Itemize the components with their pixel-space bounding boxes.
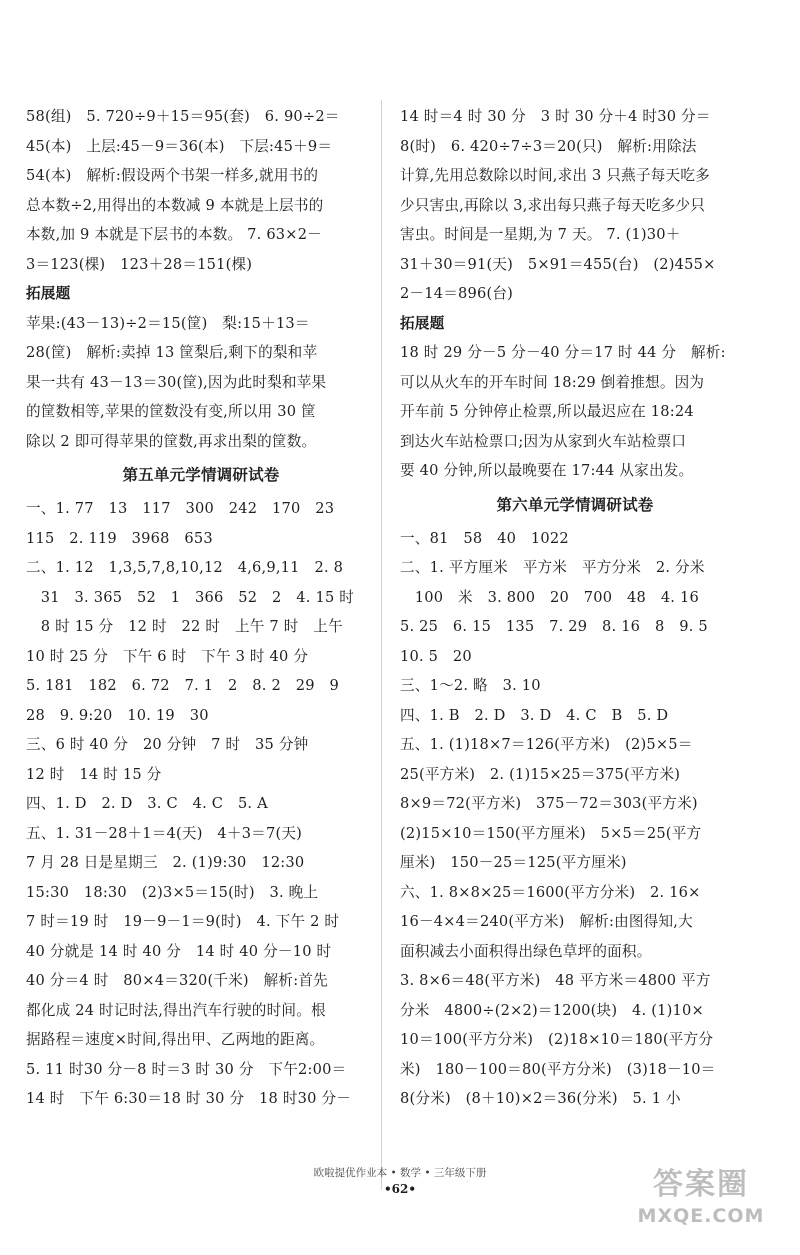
answer-line: 二、1. 平方厘米 平方米 平方分米 2. 分米: [400, 559, 705, 576]
answer-line: 都化成 24 时记时法,得出汽车行驶的时间。根: [26, 1001, 326, 1019]
answer-line: 31 3. 365 52 1 366 52 2 4. 15 时: [26, 588, 355, 606]
answer-line: 2－14＝896(台): [400, 285, 514, 302]
answer-line: 开车前 5 分钟停止检票,所以最迟应在 18:24: [400, 403, 694, 420]
page-number: •62•: [383, 1182, 417, 1196]
answer-line: 要 40 分钟,所以最晚要在 17:44 从家出发。: [400, 462, 694, 479]
answer-line: 六、1. 8×8×25＝1600(平方分米) 2. 16×: [400, 883, 701, 901]
answer-line: 8(分米) (8＋10)×2＝36(分米) 5. 1 小: [400, 1090, 681, 1107]
answer-line: 的筐数相等,苹果的筐数没有变,所以用 30 筐: [26, 403, 316, 420]
answer-line: 可以从火车的开车时间 18:29 倒着推想。因为: [400, 373, 705, 391]
answer-line: 28 9. 9:20 10. 19 30: [26, 706, 209, 724]
answer-line: 五、1. 31－28＋1＝4(天) 4＋3＝7(天): [26, 824, 303, 842]
answer-line: 3＝123(棵) 123＋28＝151(棵): [26, 255, 253, 273]
answer-line: 厘米) 150－25＝125(平方厘米): [400, 854, 627, 871]
answer-line: 五、1. (1)18×7＝126(平方米) (2)5×5＝: [400, 736, 693, 753]
answer-line: 54(本) 解析:假设两个书架一样多,就用书的: [26, 167, 319, 184]
answer-line: 18 时 29 分－5 分－40 分＝17 时 44 分 解析:: [400, 344, 726, 361]
answer-line: 据路程＝速度×时间,得出甲、乙两地的距离。: [26, 1031, 325, 1048]
answer-line: 10＝100(平方分米) (2)18×10＝180(平方分: [400, 1031, 714, 1048]
answer-line: 40 分＝4 时 80×4＝320(千米) 解析:首先: [26, 972, 328, 989]
answer-line: 三、1～2. 略 3. 10: [400, 677, 541, 694]
answer-line: 45(本) 上层:45－9＝36(本) 下层:45＋9＝: [26, 137, 333, 155]
answer-line: 7 月 28 日是星期三 2. (1)9:30 12:30: [26, 854, 305, 871]
answer-line: 28(筐) 解析:卖掉 13 筐梨后,剩下的梨和苹: [26, 344, 318, 361]
extension-heading: 拓展题: [400, 314, 445, 332]
column-divider: [381, 100, 382, 1190]
answer-line: 一、1. 77 13 117 300 242 170 23: [26, 500, 335, 517]
answer-line: 3. 8×6＝48(平方米) 48 平方米＝4800 平方: [400, 972, 711, 989]
answer-line: 果一共有 43－13＝30(筐),因为此时梨和苹果: [26, 373, 327, 391]
answer-line: 米) 180－100＝80(平方分米) (3)18－10＝: [400, 1060, 716, 1078]
watermark-logo-text: 答案圈: [653, 1167, 749, 1202]
book-series-label: 欧啦提优作业本 • 数学 • 三年级下册: [313, 1167, 487, 1179]
answer-line: 12 时 14 时 15 分: [26, 765, 162, 783]
answer-line: 除以 2 即可得苹果的筐数,再求出梨的筐数。: [26, 432, 317, 450]
answer-line: 16－4×4＝240(平方米) 解析:由图得知,大: [400, 913, 693, 930]
answer-line: 7 时＝19 时 19－9－1＝9(时) 4. 下午 2 时: [26, 913, 340, 930]
answer-line: 二、1. 12 1,3,5,7,8,10,12 4,6,9,11 2. 8: [26, 559, 344, 576]
answer-line: 总本数÷2,用得出的本数减 9 本就是上层书的: [26, 196, 324, 214]
answer-line: 8 时 15 分 12 时 22 时 上午 7 时 上午: [26, 618, 343, 635]
watermark-domain: MXQE.COM: [637, 1205, 765, 1227]
unit5-title: 第五单元学情调研试卷: [122, 465, 280, 484]
answer-line: 14 时 下午 6:30＝18 时 30 分 18 时30 分－: [26, 1090, 352, 1107]
answer-line: 25(平方米) 2. (1)15×25＝375(平方米): [400, 765, 681, 783]
answer-line: 5. 25 6. 15 135 7. 29 8. 16 8 9. 5: [400, 618, 708, 635]
answer-line: 到达火车站检票口;因为从家到火车站检票口: [400, 432, 687, 450]
answer-line: 害虫。时间是一星期,为 7 天。 7. (1)30＋: [400, 226, 681, 243]
answer-line: 40 分就是 14 时 40 分 14 时 40 分－10 时: [26, 942, 332, 960]
answer-line: 分米 4800÷(2×2)＝1200(块) 4. (1)10×: [400, 1001, 704, 1019]
answer-line: 8(时) 6. 420÷7÷3＝20(只) 解析:用除法: [400, 137, 697, 155]
answer-line: 100 米 3. 800 20 700 48 4. 16: [400, 588, 699, 606]
answer-line: 14 时＝4 时 30 分 3 时 30 分＋4 时30 分＝: [400, 108, 711, 125]
answer-line: 58(组) 5. 720÷9＋15＝95(套) 6. 90÷2＝: [26, 108, 340, 125]
answer-line: (2)15×10＝150(平方厘米) 5×5＝25(平方: [400, 824, 702, 842]
answer-line: 10. 5 20: [400, 647, 472, 665]
answer-line: 5. 181 182 6. 72 7. 1 2 8. 2 29 9: [26, 677, 339, 694]
answer-line: 5. 11 时30 分－8 时＝3 时 30 分 下午2:00＝: [26, 1060, 347, 1078]
answer-line: 15:30 18:30 (2)3×5＝15(时) 3. 晚上: [26, 883, 319, 901]
unit6-title: 第六单元学情调研试卷: [496, 494, 654, 514]
answer-line: 四、1. B 2. D 3. D 4. C B 5. D: [400, 706, 669, 724]
site-watermark: [616, 1167, 786, 1237]
answer-line: 10 时 25 分 下午 6 时 下午 3 时 40 分: [26, 647, 309, 665]
answer-line: 一、81 58 40 1022: [400, 529, 569, 547]
answer-line: 三、6 时 40 分 20 分钟 7 时 35 分钟: [26, 736, 309, 753]
left-column: [26, 102, 376, 1114]
answer-line: 31＋30＝91(天) 5×91＝455(台) (2)455×: [400, 255, 716, 273]
answer-line: 少只害虫,再除以 3,求出每只燕子每天吃多少只: [400, 196, 706, 214]
answer-line: 苹果:(43－13)÷2＝15(筐) 梨:15＋13＝: [26, 314, 310, 332]
answer-line: 本数,加 9 本就是下层书的本数。 7. 63×2－: [26, 226, 323, 243]
extension-heading: 拓展题: [26, 285, 71, 302]
answer-line: 115 2. 119 3968 653: [26, 529, 213, 547]
right-column: [400, 102, 750, 1114]
answer-line: 计算,先用总数除以时间,求出 3 只燕子每天吃多: [400, 167, 710, 184]
answer-line: 四、1. D 2. D 3. C 4. C 5. A: [26, 795, 268, 812]
answer-line: 面积减去小面积得出绿色草坪的面积。: [400, 942, 652, 960]
answer-line: 8×9＝72(平方米) 375－72＝303(平方米): [400, 795, 698, 812]
